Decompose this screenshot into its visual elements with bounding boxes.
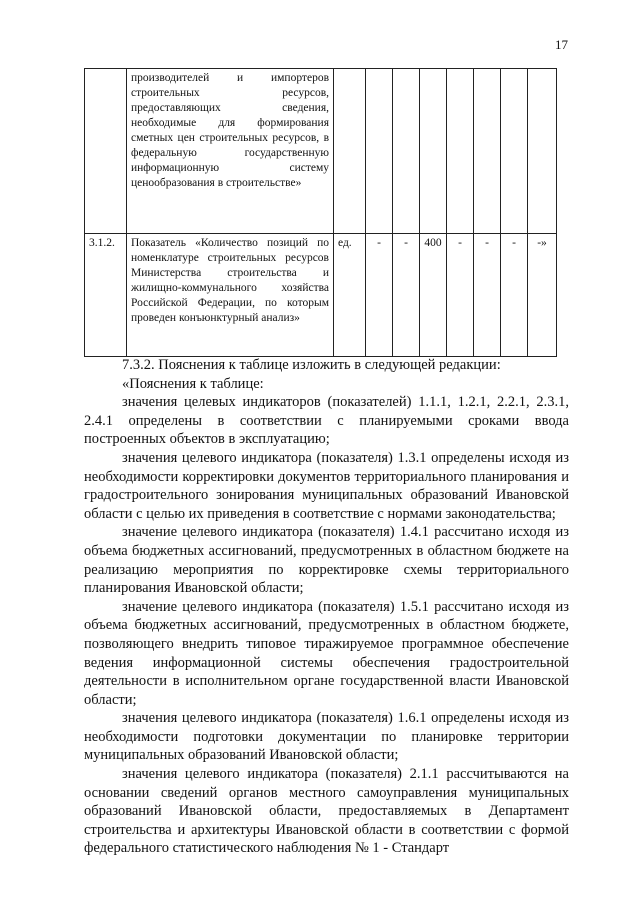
- paragraph: значение целевого индикатора (показателя) 1.5.1 рассчитано исходя из объема бюджетных ассигнований, предусмотренных в областном бюджете, позволяющего внедрить типовое тиражируемое программное обеспечение ведения информационной системы обеспечения градостроительной деятельности в исполнительном органе государственной власти Ивановской области;: [84, 598, 569, 708]
- indicator-name-cell: Показатель «Количество позиций по номенклатуре строительных ресурсов Министерства строительства и жилищно-коммунального хозяйства Российской Федерации, по которым проведен конъюнктурный анализ»: [127, 234, 334, 357]
- value-cell: [474, 69, 501, 234]
- value-cell: [420, 69, 447, 234]
- row-number-cell: [85, 69, 127, 234]
- section-heading: 7.3.2. Пояснения к таблице изложить в следующей редакции:: [122, 357, 501, 373]
- table-row: [85, 69, 557, 234]
- value-cell: [501, 69, 528, 234]
- value-cell: [393, 69, 420, 234]
- paragraph: значение целевого индикатора (показателя) 1.4.1 рассчитано исходя из объема бюджетных ассигнований, предусмотренных в областном бюджете на реализацию мероприятия по корректировке схемы территориального планирования Ивановской области;: [84, 524, 569, 597]
- paragraph: «Пояснения к таблице:: [122, 375, 264, 392]
- value-cell: -: [501, 234, 528, 357]
- value-cell: [366, 69, 393, 234]
- table-row: [85, 234, 557, 357]
- row-number-cell: 3.1.2.: [85, 234, 127, 357]
- value-cell: 400: [420, 234, 447, 357]
- value-cell: -: [366, 234, 393, 357]
- paragraph: значения целевого индикатора (показателя) 1.3.1 определены исходя из необходимости корректировки документов территориального планирования и градостроительного зонирования муниципальных образований Ивановской области с целью их приведения в соответствие с нормами законодательства;: [84, 449, 569, 522]
- indicators-table: [84, 68, 557, 357]
- indicator-name-cell: производителей и импортеров строительных ресурсов, предоставляющих сведения, необходимые для формирования сметных цен строительных ресурсов, в федеральную государственную информационную систему ценообразования в строительстве»: [127, 69, 334, 234]
- paragraph: значения целевых индикаторов (показателей) 1.1.1, 1.2.1, 2.2.1, 2.3.1, 2.4.1 определены в соответствии с планируемыми сроками ввода построенных объектов в эксплуатацию;: [84, 394, 569, 448]
- value-cell: -: [474, 234, 501, 357]
- paragraph: значения целевого индикатора (показателя) 2.1.1 рассчитываются на основании сведений органов местного самоуправления муниципальных образований Ивановской области, предоставляемых в Департамент строительства и архитектуры Ивановской области в соответствии с формой федерального статистического наблюдения № 1 - Стандарт: [84, 766, 569, 857]
- explanations-text: [84, 356, 569, 858]
- unit-cell: [334, 69, 366, 234]
- value-cell: [528, 69, 557, 234]
- value-cell: [447, 69, 474, 234]
- page-number: 17: [555, 37, 568, 52]
- paragraph: значения целевого индикатора (показателя) 1.6.1 определены исходя из необходимости подготовки документации по планировке территории муниципальных образований Ивановской области;: [84, 710, 569, 764]
- value-cell: -: [393, 234, 420, 357]
- value-cell: -: [447, 234, 474, 357]
- unit-cell: ед.: [334, 234, 366, 357]
- value-cell: -»: [528, 234, 557, 357]
